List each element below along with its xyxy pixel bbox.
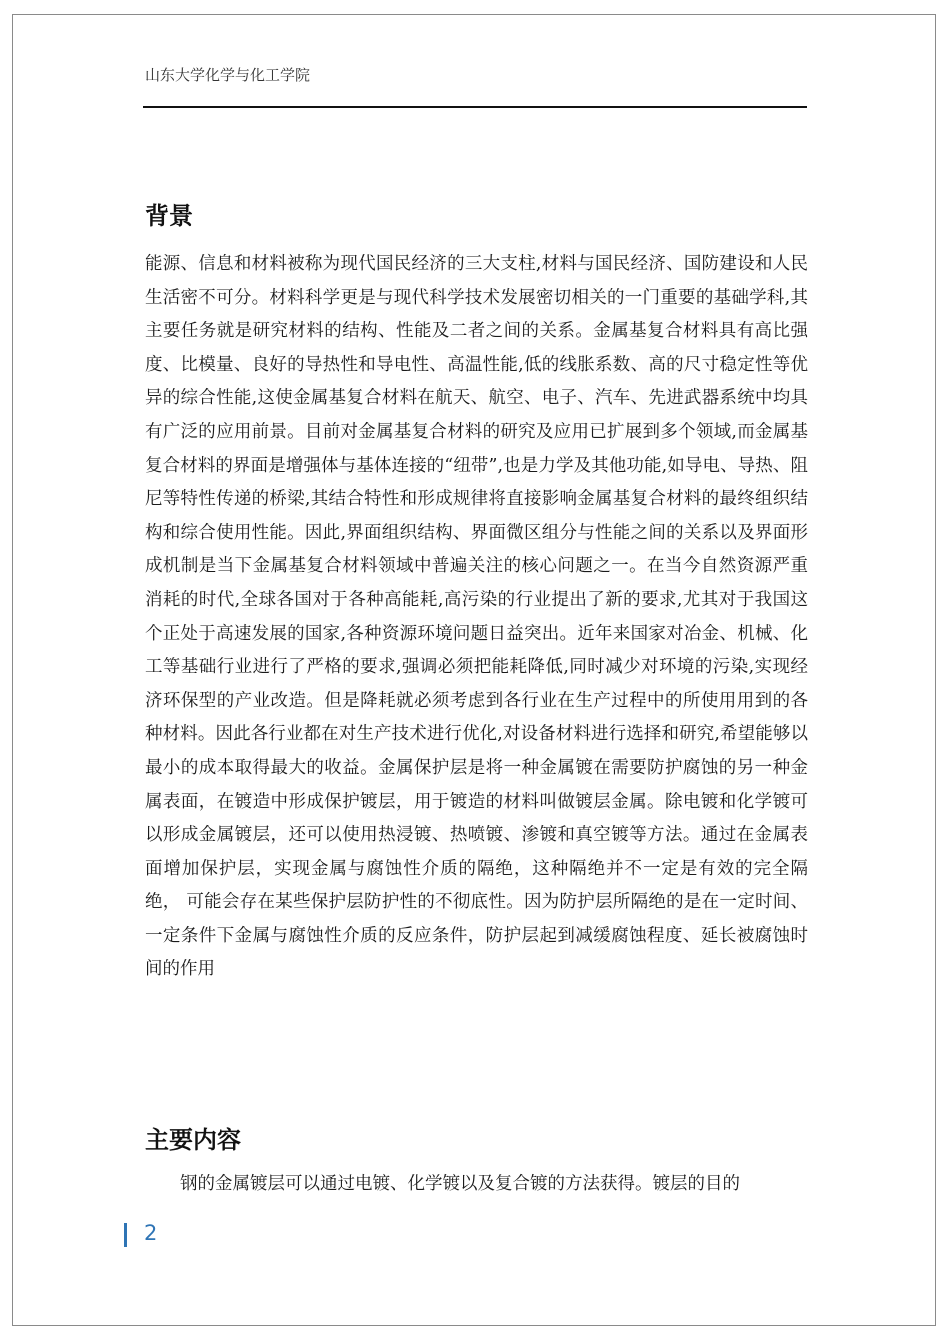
background-paragraph: 能源、信息和材料被称为现代国民经济的三大支柱,材料与国民经济、国防建设和人民生活密不可分。材料科学更是与现代科学技术发展密切相关的一门重要的基础学科,其主要任务就是研究材料的结构、性能及二者之间的关系。金属基复合材料具有高比强度、比模量、良好的导热性和导电性、高温性能,低的线胀系数、高的尺寸稳定性等优异的综合性能,这使金属基复合材料在航天、航空、电子、汽车、先进武器系统中均具有广泛的应用前景。目前对金属基复合材料的研究及应用已扩展到多个领域,而金属基复合材料的界面是增强体与基体连接的“纽带”,也是力学及其他功能,如导电、导热、阻尼等特性传递的桥梁,其结合特性和形成规律将直接影响金属基复合材料的最终组织结构和综合使用性能。因此,界面组织结构、界面微区组分与性能之间的关系以及界面形成机制是当下金属基复合材料领域中普遍关注的核心问题之一。在当今自然资源严重消耗的时代,全球各国对于各种高能耗,高污染的行业提出了新的要求,尤其对于我国这个正处于高速发展的国家,各种资源环境问题日益突出。近年来国家对冶金、机械、化工等基础行业进行了严格的要求,强调必须把能耗降低,同时减少对环境的污染,实现经济环保型的产业改造。但是降耗就必须考虑到各行业在生产过程中的所使用用到的各种材料。因此各行业都在对生产技术进行优化,对设备材料进行选择和研究,希望能够以最小的成本取得最大的收益。金属保护层是将一种金属镀在需要防护腐蚀的另一种金属表面，在镀造中形成保护镀层，用于镀造的材料叫做镀层金属。除电镀和化学镀可以形成金属镀层，还可以使用热浸镀、热喷镀、渗镀和真空镀等方法。通过在金属表面增加保护层，实现金属与腐蚀性介质的隔绝，这种隔绝并不一定是有效的完全隔绝， 可能会存在某些保护层防护性的不彻底性。因为防护层所隔绝的是在一定时间、一定条件下金属与腐蚀性介质的反应条件，防护层起到减缓腐蚀程度、延长被腐蚀时间的作用 bbox=[145, 254, 808, 980]
page-number: 2 bbox=[144, 1221, 158, 1245]
main-content-paragraph: 钢的金属镀层可以通过电镀、化学镀以及复合镀的方法获得。镀层的目的 bbox=[180, 1174, 740, 1194]
running-header: 山东大学化学与化工学院 bbox=[145, 66, 311, 84]
section-heading-main-content: 主要内容 bbox=[145, 1126, 241, 1154]
header-rule bbox=[143, 106, 807, 108]
page-number-bar bbox=[124, 1223, 127, 1247]
section-heading-background: 背景 bbox=[145, 202, 193, 230]
